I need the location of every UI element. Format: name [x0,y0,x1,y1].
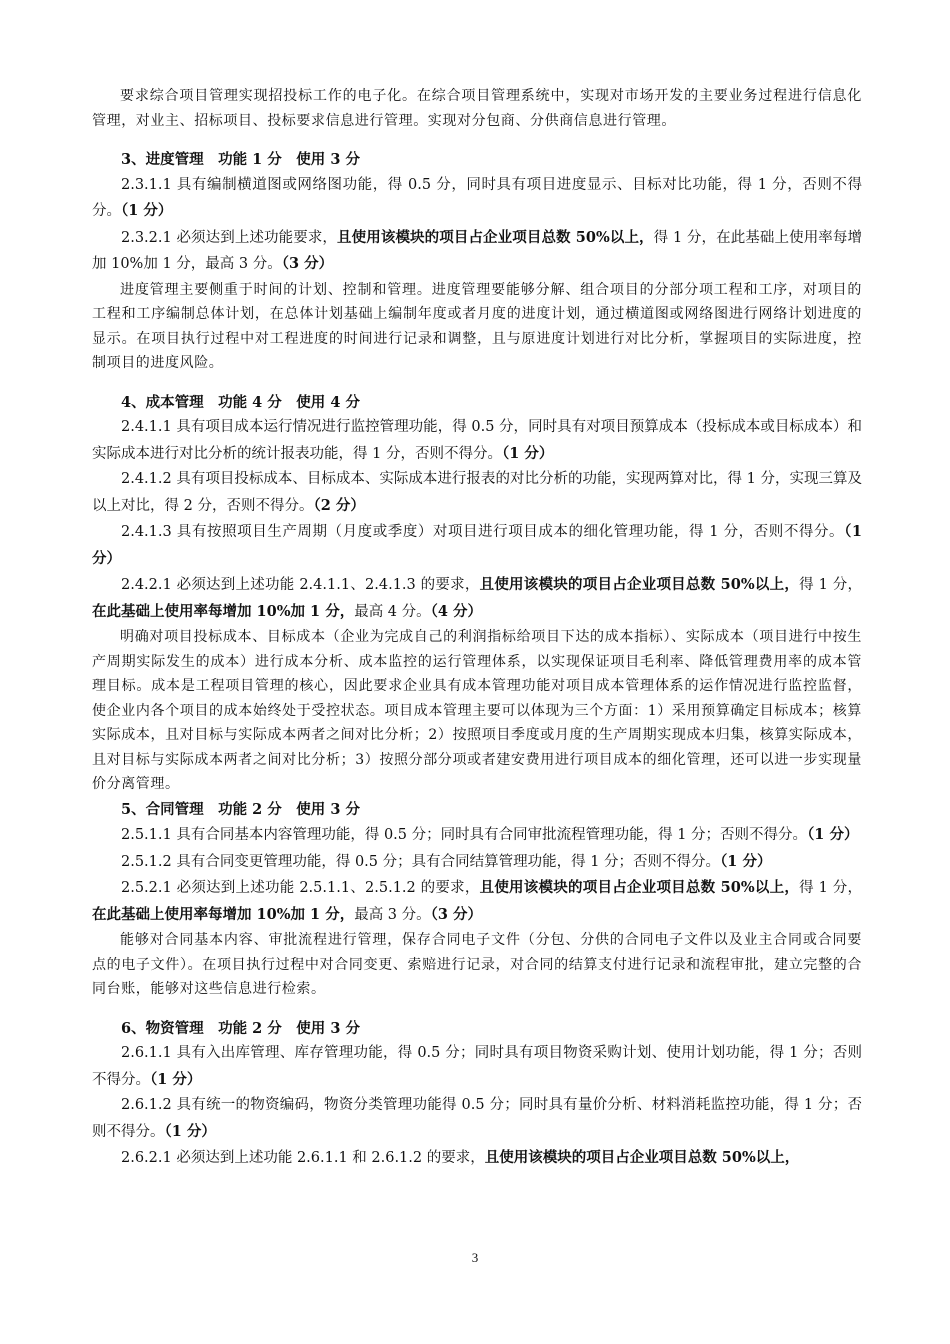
criterion-item: 2.5.1.1 具有合同基本内容管理功能，得 0.5 分；同时具有合同审批流程管理功能，得 1 分；否则不得分。（1 分） [121,826,859,843]
section-description: 能够对合同基本内容、审批流程进行管理，保存合同电子文件（分包、分供的合同电子文件以及业主合同或合同要点的电子文件）。在项目执行过程中对合同变更、索赔进行记录，对合同的结算支付进行记录和流程审批，建立完整的合同台账，能够对这些信息进行检索。 [92,932,862,997]
criterion-item: 2.3.2.1 必须达到上述功能要求，且使用该模块的项目占企业项目总数 50%以上，得 1 分，在此基础上使用率每增加 10%加 1 分，最高 3 分。（3 分） [92,228,862,272]
criterion-item: 2.4.2.1 必须达到上述功能 2.4.1.1、2.4.1.3 的要求，且使用该模块的项目占企业项目总数 50%以上，得 1 分，在此基础上使用率每增加 10%加 1 分，最高 4 分。（4 分） [92,576,862,620]
criterion-item: 2.4.1.2 具有项目投标成本、目标成本、实际成本进行报表的对比分析的功能，实现两算对比，得 1 分，实现三算及以上对比，得 2 分，否则不得分。（2 分） [92,471,862,514]
criterion-item: 2.6.1.1 具有入出库管理、库存管理功能，得 0.5 分；同时具有项目物资采购计划、使用计划功能，得 1 分；否则不得分。（1 分） [92,1045,862,1088]
section-cost-management [92,390,862,797]
section-heading: 4、成本管理 功能 4 分 使用 4 分 [121,393,360,411]
section-heading: 6、物资管理 功能 2 分 使用 3 分 [121,1019,360,1037]
intro-paragraph: 要求综合项目管理实现招投标工作的电子化。在综合项目管理系统中，实现对市场开发的主要业务过程进行信息化管理，对业主、招标项目、投标要求信息进行管理。实现对分包商、分供商信息进行管理。 [92,88,862,129]
section-heading: 3、进度管理 功能 1 分 使用 3 分 [121,151,360,168]
section-contract-management [92,797,862,1002]
criterion-item: 2.3.1.1 具有编制横道图或网络图功能，得 0.5 分，同时具有项目进度显示、目标对比功能，得 1 分，否则不得分。（1 分） [92,176,862,219]
page-body [92,84,862,1172]
criterion-item: 2.4.1.3 具有按照项目生产周期（月度或季度）对项目进行项目成本的细化管理功能，得 1 分，否则不得分。（1 分） [92,523,862,567]
section-heading: 5、合同管理 功能 2 分 使用 3 分 [121,800,360,818]
section-material-management [92,1016,862,1172]
criterion-item: 2.5.1.2 具有合同变更管理功能，得 0.5 分；具有合同结算管理功能，得 1 分；否则不得分。（1 分） [121,852,772,870]
criterion-item: 2.6.2.1 必须达到上述功能 2.6.1.1 和 2.6.1.2 的要求，且使用该模块的项目占企业项目总数 50%以上， [121,1149,800,1166]
criterion-item: 2.6.1.2 具有统一的物资编码，物资分类管理功能得 0.5 分；同时具有量价分析、材料消耗监控功能，得 1 分；否则不得分。（1 分） [92,1097,862,1140]
page-number: 3 [471,1250,479,1265]
criterion-item: 2.4.1.1 具有项目成本运行情况进行监控管理功能，得 0.5 分，同时具有对项目预算成本（投标成本或目标成本）和实际成本进行对比分析的统计报表功能，得 1 分，否则不得分。（1 分） [92,419,862,462]
section-description: 进度管理主要侧重于时间的计划、控制和管理。进度管理要能够分解、组合项目的分部分项工程和工序，对项目的工程和工序编制总体计划，在总体计划基础上编制年度或者月度的进度计划，通过横道图或网络图进行网络计划进度的显示。在项目执行过程中对工程进度的时间进行记录和调整，且与原进度计划进行对比分析，掌握项目的实际进度，控制项目的进度风险。 [92,281,862,371]
criterion-item: 2.5.2.1 必须达到上述功能 2.5.1.1、2.5.1.2 的要求，且使用该模块的项目占企业项目总数 50%以上，得 1 分，在此基础上使用率每增加 10%加 1 分，最高 3 分。（3 分） [92,879,862,923]
section-schedule-management [92,147,862,376]
section-description: 明确对项目投标成本、目标成本（企业为完成自己的利润指标给项目下达的成本指标）、实际成本（项目进行中按生产周期实际发生的成本）进行成本分析、成本监控的运行管理体系，以实现保证项目毛利率、降低管理费用率的成本管理目标。成本是工程项目管理的核心，因此要求企业具有成本管理功能对项目成本管理体系的运作情况进行监控监督，使企业内各个项目的成本始终处于受控状态。项目成本管理主要可以体现为三个方面：1）采用预算确定目标成本；核算实际成本，且对目标与实际成本两者之间对比分析；2）按照项目季度或月度的生产周期实现成本归集，核算实际成本，且对目标与实际成本两者之间对比分析；3）按照分部分项或者建安费用进行项目成本的细化管理，还可以进一步实现量价分离管理。 [92,629,862,792]
